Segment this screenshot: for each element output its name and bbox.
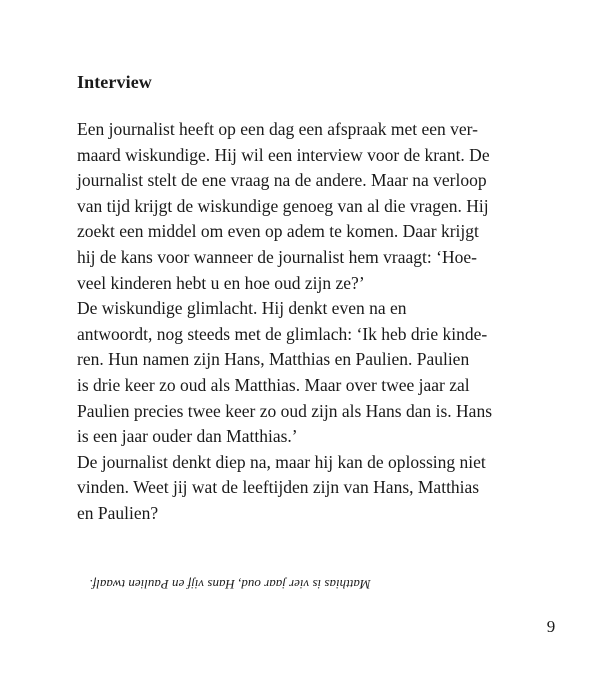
text-line: en Paulien? xyxy=(77,502,159,523)
text-line: journalist stelt de ene vraag na de andere. Maar na verloop xyxy=(77,170,487,191)
text-line: is drie keer zo oud als Matthias. Maar over twee jaar zal xyxy=(77,374,470,395)
text-line: De journalist denkt diep na, maar hij kan de oplossing niet xyxy=(77,451,486,472)
page-number: 9 xyxy=(546,617,556,636)
upside-down-answer: Matthias is vier jaar oud, Hans vijf en Paulien twaalf. xyxy=(89,577,371,592)
text-line: hij de kans voor wanneer de journalist hem vraagt: ‘Hoe- xyxy=(77,246,477,267)
text-line: vinden. Weet jij wat de leeftijden zijn van Hans, Matthias xyxy=(77,477,480,498)
puzzle-text xyxy=(77,117,537,527)
text-line: maard wiskundige. Hij wil een interview voor de krant. De xyxy=(77,144,490,165)
text-line: veel kinderen hebt u en hoe oud zijn ze?’ xyxy=(77,272,365,293)
text-line: antwoordt, nog steeds met de glimlach: ‘Ik heb drie kinde- xyxy=(77,323,488,344)
text-line: Paulien precies twee keer zo oud zijn als Hans dan is. Hans xyxy=(77,400,493,421)
text-line: Een journalist heeft op een dag een afspraak met een ver- xyxy=(77,119,478,139)
text-line: van tijd krijgt de wiskundige genoeg van al die vragen. Hij xyxy=(77,195,489,216)
section-heading: Interview xyxy=(77,72,152,92)
text-line: is een jaar ouder dan Matthias.’ xyxy=(77,426,298,447)
text-line: zoekt een middel om even op adem te komen. Daar krijgt xyxy=(77,221,479,242)
text-line: ren. Hun namen zijn Hans, Matthias en Paulien. Paulien xyxy=(77,349,470,370)
text-line: De wiskundige glimlacht. Hij denkt even na en xyxy=(77,298,407,319)
